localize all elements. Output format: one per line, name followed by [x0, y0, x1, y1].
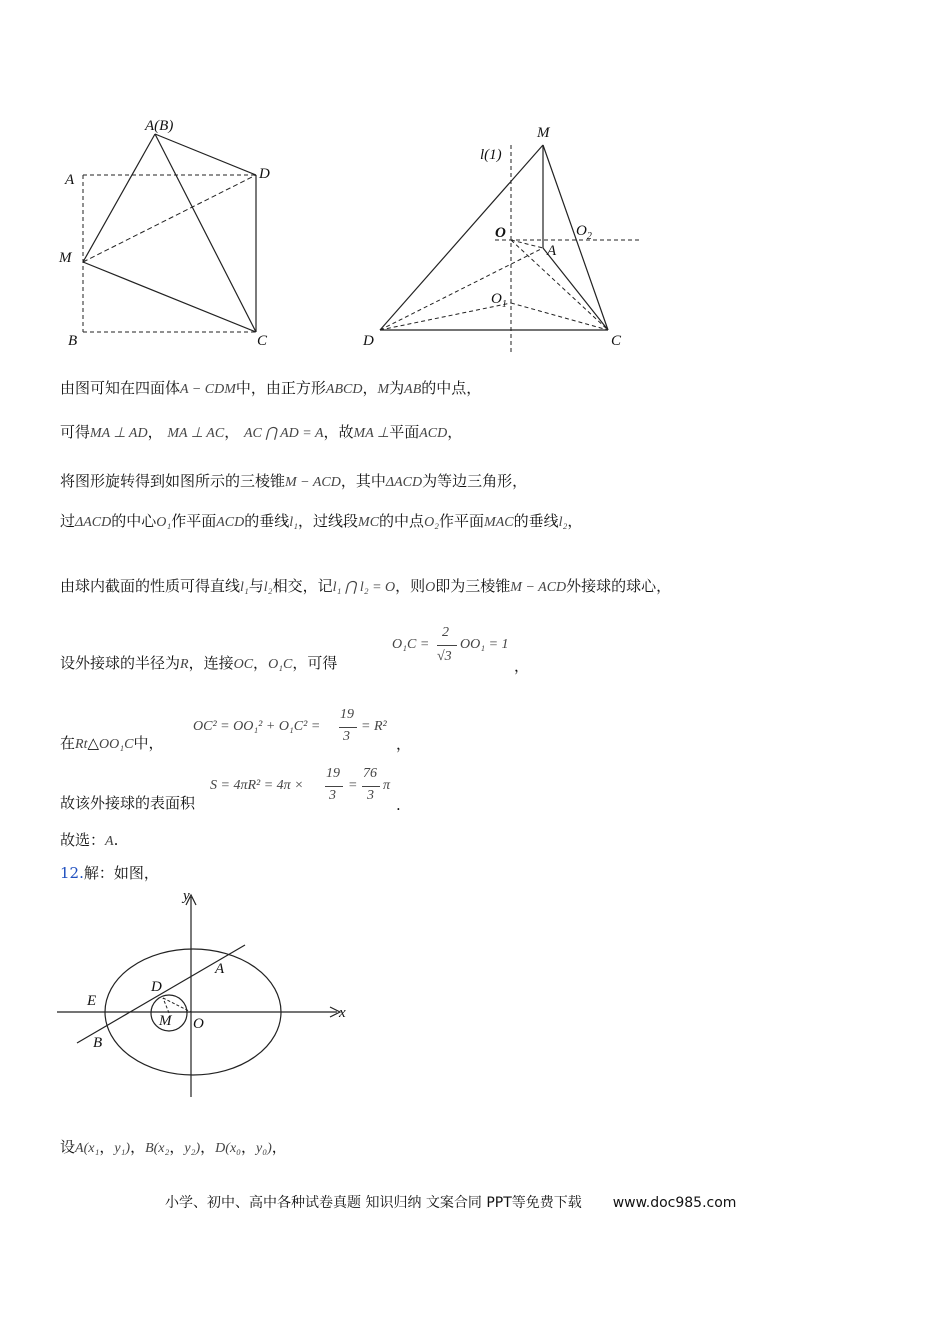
label-O: O	[495, 225, 506, 241]
label-M: M	[59, 250, 72, 266]
label-M: M	[537, 125, 550, 141]
label-A: A	[65, 172, 75, 188]
text-line-2: 可得MA ⊥ AD， MA ⊥ AC， AC ⋂ AD = A，故MA ⊥平面ACD，	[60, 423, 463, 441]
text-line-3: 将图形旋转得到如图所示的三棱锥M − ACD，其中ΔACD为等边三角形，	[60, 472, 528, 490]
label-l1: l(1)	[480, 147, 502, 163]
label-A: A	[547, 243, 557, 259]
label-O1: $O_1$	[491, 291, 507, 310]
label-D: D	[151, 979, 162, 995]
footer-text: 小学、初中、高中各种试卷真题 知识归纳 文案合同 PPT等免费下载	[165, 1195, 582, 1211]
figure-ellipse	[55, 885, 355, 1100]
label-C: C	[611, 333, 622, 349]
text-line-7: 在Rt△OO₁C中，	[60, 734, 164, 752]
text-line-4: 过ΔACD的中心O₁作平面ACD的垂线l₁，过线段MC的中点O₂作平面MAC的垂线l₂，	[60, 512, 583, 530]
label-A: A	[215, 961, 225, 977]
text-line-9: 故选：A.	[60, 831, 119, 849]
text-line-10: 12.解：如图，	[60, 864, 159, 882]
label-AB: A(B)	[145, 118, 174, 134]
figure-square-tetrahedron	[55, 112, 285, 352]
label-B: B	[93, 1035, 103, 1051]
label-D: D	[259, 166, 270, 182]
label-O2: $O_2$	[576, 223, 592, 242]
label-M: M	[159, 1013, 172, 1029]
text-line-1: 由图可知在四面体A − CDM中，由正方形ABCD，M为AB的中点，	[60, 379, 482, 397]
text-line-8: 故该外接球的表面积	[60, 794, 196, 812]
label-B: B	[68, 333, 78, 349]
text-line-11: 设A(x₁，y₁)，B(x₂，y₂)，D(x₀，y₀)，	[60, 1138, 287, 1156]
label-O: O	[193, 1016, 204, 1032]
label-E: E	[87, 993, 97, 1009]
text-line-5: 由球内截面的性质可得直线l₁与l₂相交，记l₁ ⋂ l₂ = O，则O即为三棱锥M − ACD外接球的球心，	[60, 577, 672, 595]
label-D: D	[363, 333, 374, 349]
label-x: x	[339, 1005, 346, 1021]
page-footer	[165, 1192, 736, 1212]
text-line-6: 设外接球的半径为R，连接OC，O₁C，可得	[60, 654, 338, 672]
label-y: y	[183, 888, 190, 904]
footer-site[interactable]: www.doc985.com	[612, 1195, 737, 1211]
figure-pyramid	[355, 115, 655, 360]
label-C: C	[257, 333, 268, 349]
